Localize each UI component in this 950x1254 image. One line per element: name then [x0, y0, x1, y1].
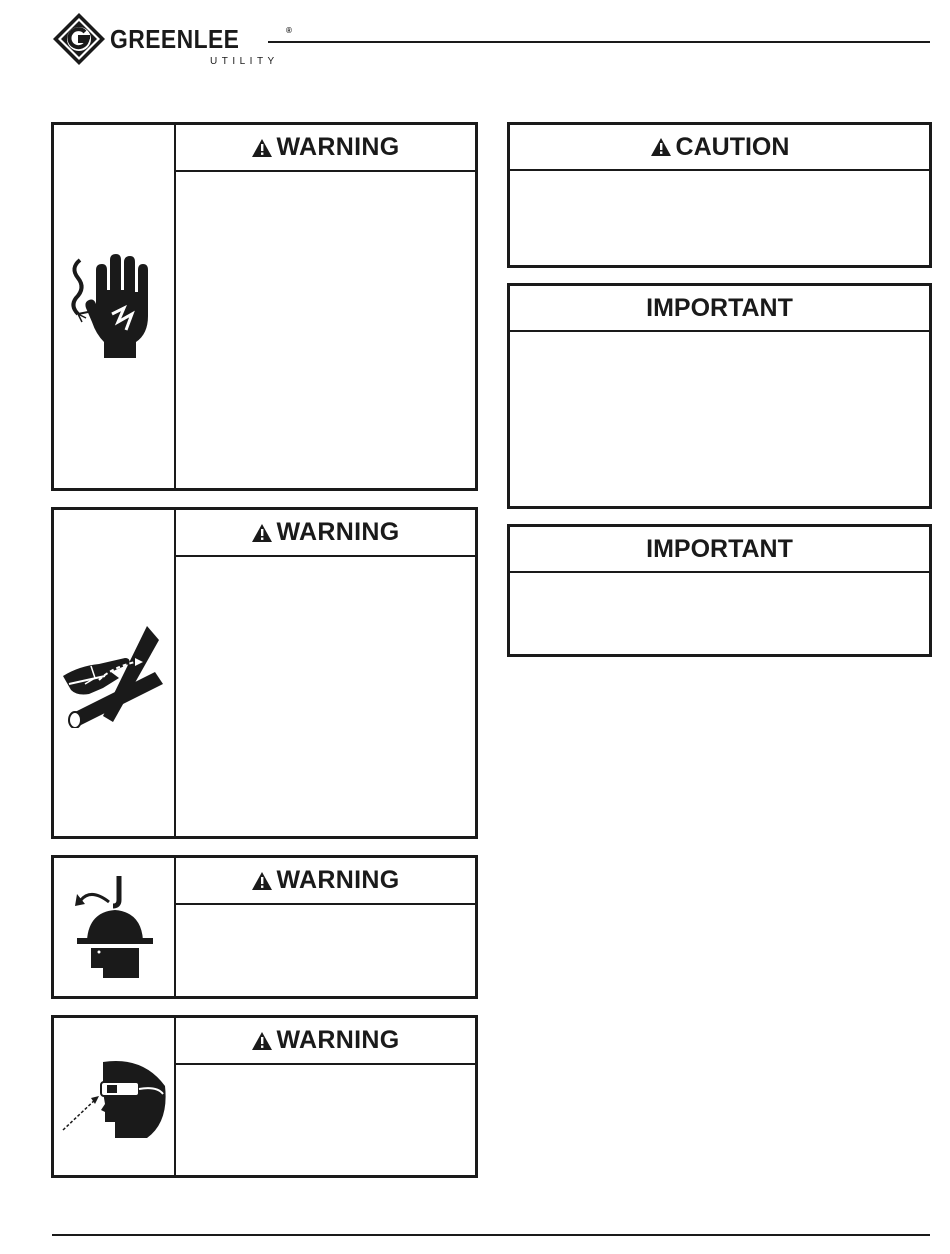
icon-panel	[54, 858, 176, 996]
warning-heading	[175, 125, 475, 172]
icon-panel	[54, 1018, 176, 1175]
alert-triangle-icon	[251, 871, 273, 891]
alert-triangle-icon	[251, 138, 273, 158]
warning-heading	[175, 1018, 475, 1065]
hydraulic-injection-hand-icon	[59, 618, 169, 728]
safety-glasses-icon	[59, 1052, 169, 1142]
important-box	[507, 283, 932, 509]
greenlee-g-logo-icon	[52, 12, 106, 66]
warning-box-electric	[51, 122, 478, 491]
warning-heading	[175, 858, 475, 905]
warning-body	[175, 1065, 475, 1175]
warning-label: WARNING	[276, 866, 400, 894]
warning-body	[175, 557, 475, 836]
warning-box-eye-protection	[51, 1015, 478, 1178]
warning-box-hard-hat	[51, 855, 478, 999]
warning-box-injection	[51, 507, 478, 839]
icon-panel	[54, 125, 176, 488]
caution-label: CAUTION	[675, 132, 790, 161]
important-box	[507, 524, 932, 657]
important-label: IMPORTANT	[646, 293, 793, 322]
greenlee-logo	[52, 12, 292, 67]
important-heading	[510, 527, 929, 573]
falling-object-hard-hat-icon	[69, 872, 159, 982]
warning-body	[175, 172, 475, 488]
alert-triangle-icon	[251, 523, 273, 543]
warning-label: WARNING	[276, 1026, 400, 1054]
warning-label: WARNING	[276, 518, 400, 546]
icon-panel	[54, 510, 176, 836]
brand-name: GREENLEE	[110, 24, 240, 54]
caution-heading	[510, 125, 929, 171]
header-rule	[268, 41, 930, 43]
alert-triangle-icon	[650, 137, 672, 157]
caution-box	[507, 122, 932, 268]
important-heading	[510, 286, 929, 332]
warning-label: WARNING	[276, 133, 400, 161]
alert-triangle-icon	[251, 1031, 273, 1051]
electric-shock-hand-icon	[66, 252, 162, 362]
warning-body	[175, 905, 475, 996]
registered-mark: ®	[286, 26, 292, 35]
footer-rule	[52, 1234, 930, 1236]
warning-heading	[175, 510, 475, 557]
important-label: IMPORTANT	[646, 534, 793, 563]
brand-subtitle: UTILITY	[210, 56, 279, 67]
